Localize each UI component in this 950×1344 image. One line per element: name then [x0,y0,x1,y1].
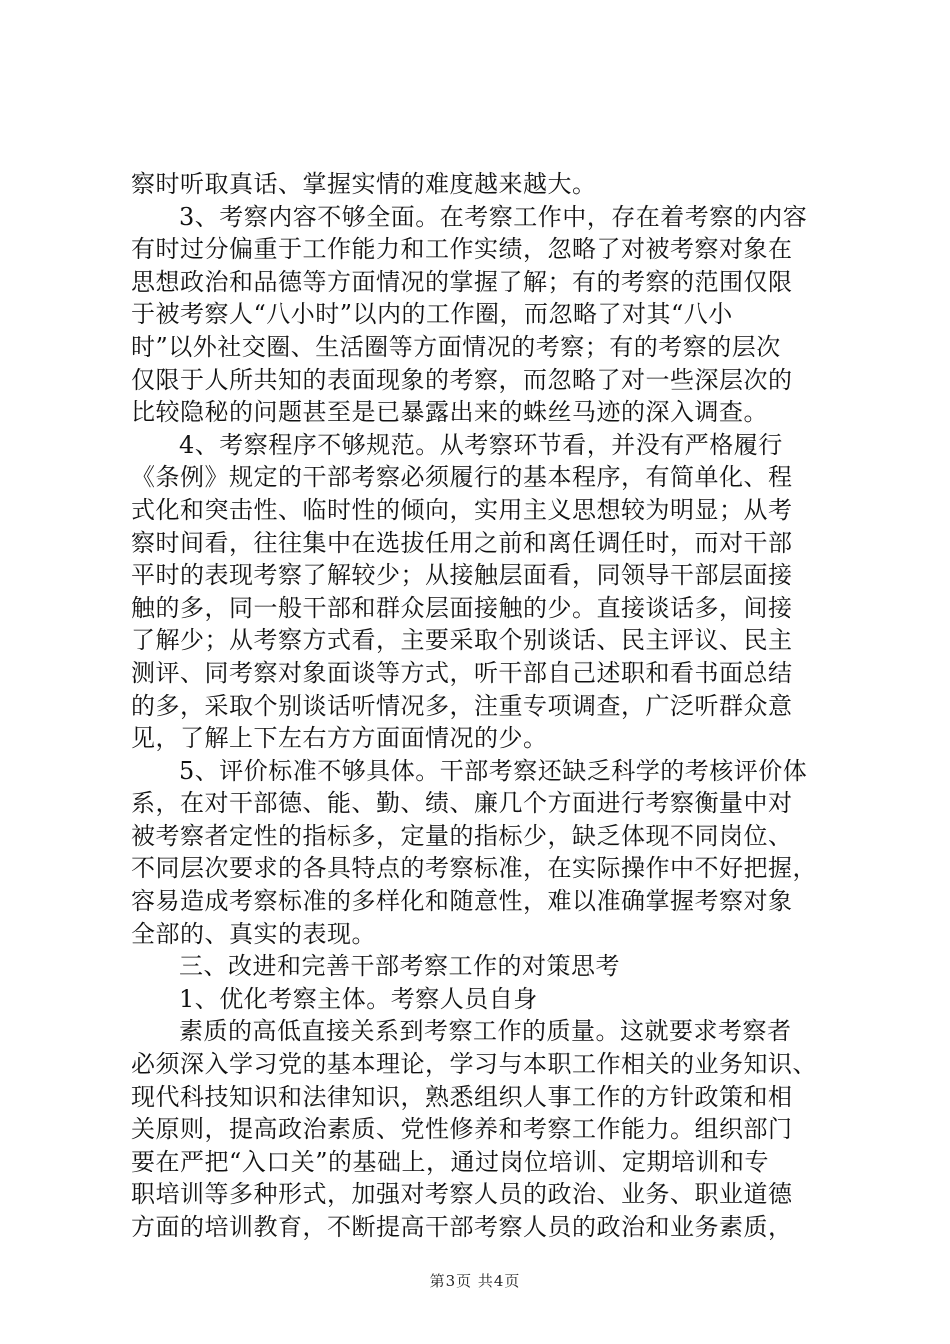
text-line: 被考察者定性的指标多，定量的指标少，缺乏体现不同岗位、 [131,821,793,850]
text-line: 了解少；从考察方式看，主要采取个别谈话、民主评议、民主 [131,626,793,655]
text-line: 《条例》规定的干部考察必须履行的基本程序，有简单化、程 [131,463,793,492]
text-line: 察时间看，往往集中在选拔任用之前和离任调任时，而对干部 [131,528,793,557]
text-line: 系，在对干部德、能、勤、绩、廉几个方面进行考察衡量中对 [131,789,793,818]
text-line: 仅限于人所共知的表面现象的考察，而忽略了对一些深层次的 [131,365,793,394]
text-line: 4、考察程序不够规范。从考察环节看，并没有严格履行 [179,430,783,459]
text-line: 测评、同考察对象面谈等方式，听干部自己述职和看书面总结 [131,658,793,687]
text-line: 的多，采取个别谈话听情况多，注重专项调查，广泛听群众意 [131,691,793,720]
text-line: 素质的高低直接关系到考察工作的质量。这就要求考察者 [179,1017,792,1046]
text-line: 时”以外社交圈、生活圈等方面情况的考察；有的考察的层次 [131,332,781,361]
text-line: 容易造成考察标准的多样化和随意性，难以准确掌握考察对象 [131,887,793,916]
text-line: 察时听取真话、掌握实情的难度越来越大。 [131,170,597,198]
text-line: 不同层次要求的各具特点的考察标准，在实际操作中不好把握， [131,854,817,883]
text-line: 要在严把“入口关”的基础上，通过岗位培训、定期培训和专 [131,1147,770,1176]
text-line: 5、评价标准不够具体。干部考察还缺乏科学的考核评价体 [179,756,808,785]
text-line: 思想政治和品德等方面情况的掌握了解；有的考察的范围仅限 [131,267,793,296]
page-footer: 第3页 共4页 [429,1272,521,1290]
text-line: 1、优化考察主体。考察人员自身 [179,984,538,1013]
text-line: 关原则，提高政治素质、党性修养和考察工作能力。组织部门 [131,1115,793,1144]
text-line: 3、考察内容不够全面。在考察工作中，存在着考察的内容 [179,202,808,231]
text-line: 比较隐秘的问题甚至是已暴露出来的蛛丝马迹的深入调查。 [131,398,768,427]
text-line: 平时的表现考察了解较少；从接触层面看，同领导干部层面接 [131,561,793,590]
text-line: 现代科技知识和法律知识，熟悉组织人事工作的方针政策和相 [131,1082,793,1111]
text-line: 式化和突击性、临时性的倾向，实用主义思想较为明显；从考 [131,495,793,524]
text-line: 触的多，同一般干部和群众层面接触的少。直接谈话多，间接 [131,593,793,622]
text-line: 有时过分偏重于工作能力和工作实绩，忽略了对被考察对象在 [131,235,793,264]
text-line: 见，了解上下左右方方面面情况的少。 [131,724,548,753]
text-line: 于被考察人“八小时”以内的工作圈，而忽略了对其“八小 [131,300,733,329]
text-line: 方面的培训教育，不断提高干部考察人员的政治和业务素质， [131,1213,793,1241]
text-line: 三、改进和完善干部考察工作的对策思考 [179,952,620,981]
document-body [131,168,849,1244]
text-line: 职培训等多种形式，加强对考察人员的政治、业务、职业道德 [131,1180,793,1209]
text-line: 全部的、真实的表现。 [131,919,376,948]
text-line: 必须深入学习党的基本理论，学习与本职工作相关的业务知识、 [131,1050,817,1079]
